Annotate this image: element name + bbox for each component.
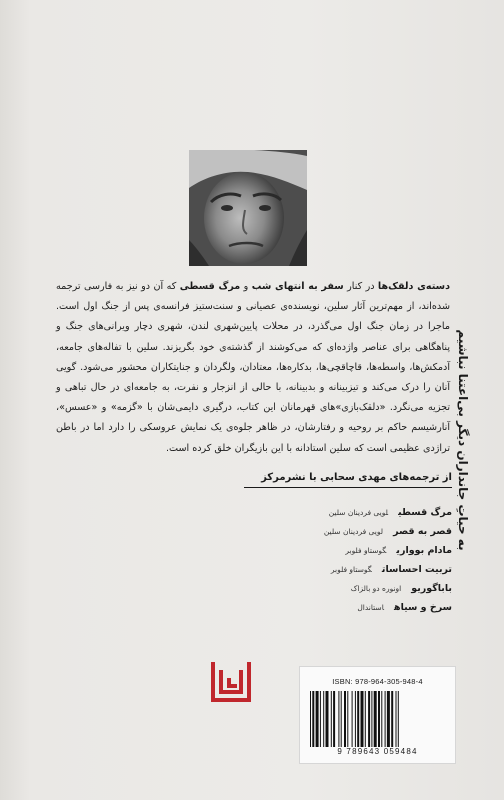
translations-list <box>200 500 452 614</box>
book-author: گوستاو فلوبر <box>345 546 387 555</box>
book-description <box>56 277 450 459</box>
barcode <box>308 691 447 747</box>
book-author: اونوره دو بالزاک <box>350 584 402 593</box>
list-item <box>200 557 452 576</box>
description-text-1: در کنار <box>343 281 378 292</box>
book-title: سرخ و سیاه <box>394 602 452 613</box>
description-book-title-2: سفر به انتهای شب <box>251 281 344 292</box>
list-item <box>200 538 452 557</box>
description-book-title-3: مرگ قسطی <box>179 281 241 292</box>
book-title: مادام بوواری <box>396 545 452 556</box>
book-title: مرگ قسطی <box>398 507 452 518</box>
book-author: لویی فردینان سلین <box>328 508 389 517</box>
barcode-digits: 9 789643 059484 <box>337 747 418 756</box>
isbn-number: ISBN: 978-964-305-948-4 <box>332 677 423 686</box>
translations-list-heading: از ترجمه‌های مهدی سحابی با نشرمرکز <box>244 472 452 488</box>
description-text-2: و <box>240 281 252 292</box>
list-item <box>200 519 452 538</box>
side-tagline: به حیاتِ جانداران دیگر بی‌اعتنا نباشیم <box>456 329 470 551</box>
book-title: باباگوریو <box>411 583 452 594</box>
description-book-title-1: دسته‌ی دلقک‌ها <box>377 281 451 292</box>
book-author: گوستاو فلوبر <box>330 565 372 574</box>
book-author: استاندال <box>357 603 384 612</box>
publisher-logo-icon <box>209 660 253 704</box>
list-item <box>200 500 452 519</box>
book-author: لویی فردینان سلین <box>323 527 384 536</box>
list-item <box>200 595 452 614</box>
author-portrait-photo <box>189 150 307 266</box>
list-item <box>200 576 452 595</box>
description-text-3: که آن دو نیز به فارسی ترجمه شده‌اند، از مهم‌ترین آثار سلین، نویسنده‌ی عصیانی و سنت‌ستیز فرانسه‌ی پس از جنگ اول است. ماجرا در زمان جنگ اول می‌گذرد، در محلات پایین‌شهری لندن، شهری دچار ویرانی‌های جنگ و پناهگاهی برای عناصر واژده‌ای که می‌کوشند از گذشته‌ی خود بگریزند. سلین با تفاله‌های جامعه، آدمکش‌ها، واسطه‌ها، قاچاقچی‌ها، بدکاره‌ها، معتادان، ولگردان و جنایتکاران محشور می‌شود. گویی آنان را درک می‌کند و تیزبینانه و بدبینانه، با حالی از انزجار و نفرت، به جامعه‌ای در حال تباهی و تجزیه می‌نگرد. «دلقک‌بازی»های قهرمانان این کتاب، درگیری دایمی‌شان با «گزمه» و «عسس»، آنارشیسم حاکم بر روحیه و رفتارشان، در ظاهر جلوه‌ی یک نمایش عروسکی را دارد اما در باطن تراژدی عظیمی است که سلین استادانه با این بازیگران خلق کرده است. <box>56 281 450 454</box>
book-title: تربیت احساسات <box>381 564 452 575</box>
barcode-label <box>299 666 456 764</box>
book-title: قصر به قصر <box>393 526 452 537</box>
